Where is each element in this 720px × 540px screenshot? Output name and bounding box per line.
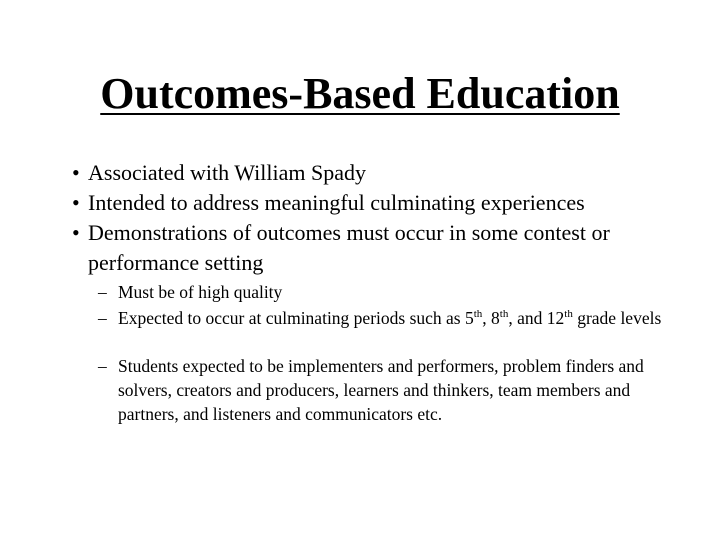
- superscript: th: [499, 308, 509, 320]
- sub-bullet-text: [118, 306, 663, 330]
- bullet-icon: •: [72, 190, 80, 215]
- sub-bullet-text: Must be of high quality: [118, 282, 283, 302]
- bullet-text: Intended to address meaningful culminating experiences: [88, 190, 585, 215]
- dash-icon: –: [98, 308, 107, 328]
- dash-icon: –: [98, 282, 107, 302]
- text-part: Expected to occur at culminating periods such as 5: [118, 308, 474, 328]
- superscript: th: [473, 308, 483, 320]
- superscript: th: [564, 308, 573, 320]
- text-part: grade levels: [572, 308, 662, 328]
- bullet-text: Associated with William Spady: [88, 160, 366, 185]
- text-part: , and 12: [508, 308, 565, 328]
- bullet-icon: •: [72, 160, 80, 185]
- text-part: , 8: [482, 308, 500, 328]
- bullet-text: Demonstrations of outcomes must occur in some contest or performance setting: [88, 220, 610, 275]
- sub-bullet-text: Students expected to be implementers and performers, problem finders and solvers, creators and producers, learners and thinkers, team members and partners, and listeners and communicators etc.: [118, 356, 644, 424]
- bullet-icon: •: [72, 220, 80, 245]
- dash-icon: –: [98, 356, 107, 376]
- slide-title: Outcomes-Based Education: [100, 69, 620, 118]
